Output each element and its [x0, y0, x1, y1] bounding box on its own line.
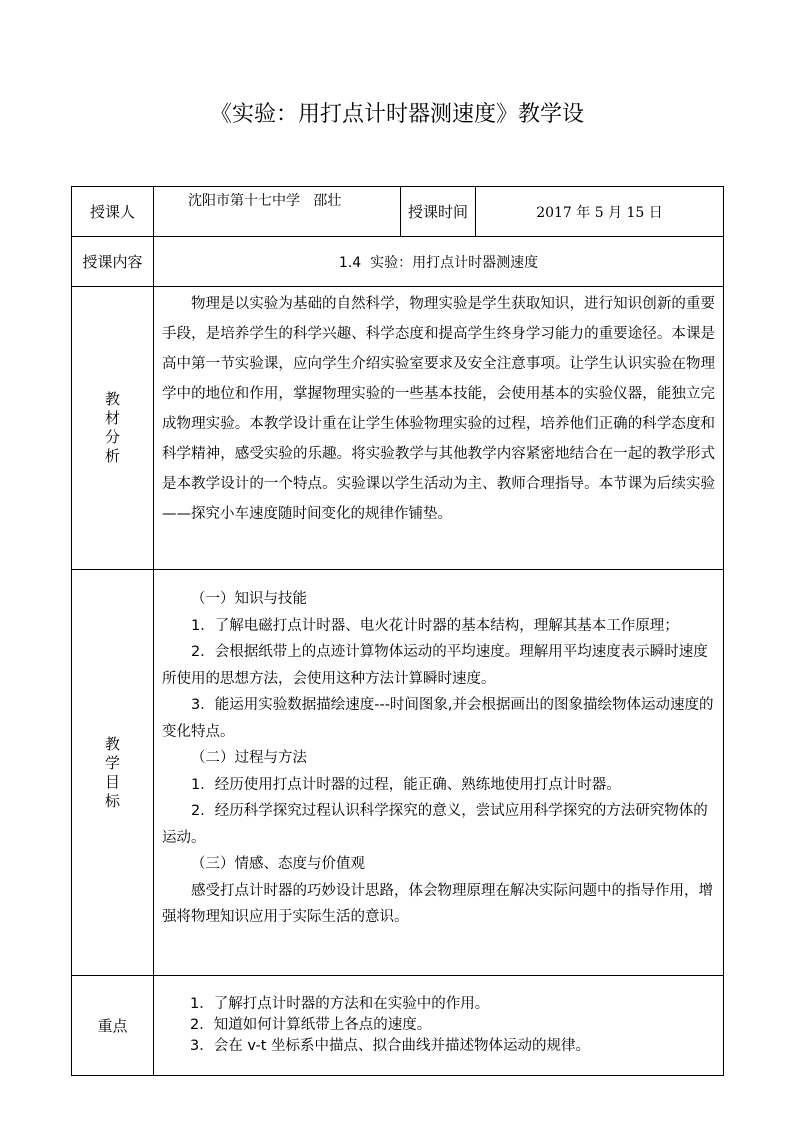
teacher-value-cell [154, 187, 401, 237]
key-points-label: 重点 [72, 976, 154, 1076]
goals-section3-text: 感受打点计时器的巧妙设计思路，体会物理原理在解决实际问题中的指导作用，增强将物理知识应用于实际生活的意识。 [162, 882, 713, 925]
goals-row [72, 570, 724, 976]
analysis-cell [154, 287, 724, 570]
goals-section2-item1: 1．经历使用打点计时器的过程，能正确、熟练地使用打点计时器。 [191, 776, 621, 793]
goals-section1-item1: 1．了解电磁打点计时器、电火花计时器的基本结构，理解其基本工作原理； [191, 617, 679, 634]
key-point-item: 3．会在 v-t 坐标系中描点、拟合曲线并描述物体运动的规律。 [190, 1038, 591, 1054]
goals-section2-title: （二）过程与方法 [191, 750, 307, 766]
key-point-item: 1．了解打点计时器的方法和在实验中的作用。 [190, 996, 490, 1012]
key-point-item: 2．知道如何计算纸带上各点的速度。 [190, 1017, 432, 1033]
goals-section1-item3: 3．能运用实验数据描绘速度---时间图象,并会根据画出的图象描绘物体运动速度的变化特点。 [162, 697, 714, 740]
goals-section1-item2: 2．会根据纸带上的点迹计算物体运动的平均速度。理解用平均速度表示瞬时速度所使用的思想方法，会使用这种方法计算瞬时速度。 [162, 644, 708, 687]
goals-cell [154, 570, 724, 976]
analysis-label: 教材分析 [104, 390, 120, 465]
analysis-text: 物理是以实验为基础的自然科学，物理实验是学生获取知识，进行知识创新的重要手段，是培养学生的科学兴趣、科学态度和提高学生终身学习能力的重要途径。本课是高中第一节实验课，应向学生介绍实验室要求及安全注意事项。让学生认识实验在物理学中的地位和作用，掌握物理实验的一些基本技能，会使用基本的实验仪器，能独立完成物理实验。本教学设计重在让学生体验物理实验的过程，培养他们正确的科学态度和科学精神，感受实验的乐趣。将实验教学与其他教学内容紧密地结合在一起的教学形式是本教学设计的一个特点。实验课以学生活动为主、教师合理指导。本节课为后续实验——探究小车速度随时间变化的规律作铺垫。 [162, 296, 715, 522]
time-value: 2017 年 5 月 15 日 [476, 187, 724, 237]
key-points-cell [154, 976, 724, 1076]
analysis-label-cell [72, 287, 154, 570]
time-label: 授课时间 [401, 187, 476, 237]
content-label: 授课内容 [72, 237, 154, 287]
analysis-row [72, 287, 724, 570]
teacher-row [72, 187, 724, 237]
document-title: 《实验：用打点计时器测速度》教学设 [209, 102, 584, 127]
content-row [72, 237, 724, 287]
teacher-value: 沈阳市第十七中学 邵壮 [188, 193, 342, 209]
goals-label: 教学目标 [104, 734, 120, 810]
content-value: 1.4 实验：用打点计时器测速度 [154, 237, 724, 287]
goals-section3-title: （三）情感、态度与价值观 [191, 856, 365, 872]
goals-label-cell [72, 570, 154, 976]
lesson-plan-table [71, 186, 724, 1076]
goals-section2-item2: 2．经历科学探究过程认识科学探究的意义，尝试应用科学探究的方法研究物体的运动。 [162, 803, 708, 846]
key-points-row [72, 976, 724, 1076]
goals-section1-title: （一）知识与技能 [191, 591, 307, 607]
teacher-label: 授课人 [72, 187, 154, 237]
